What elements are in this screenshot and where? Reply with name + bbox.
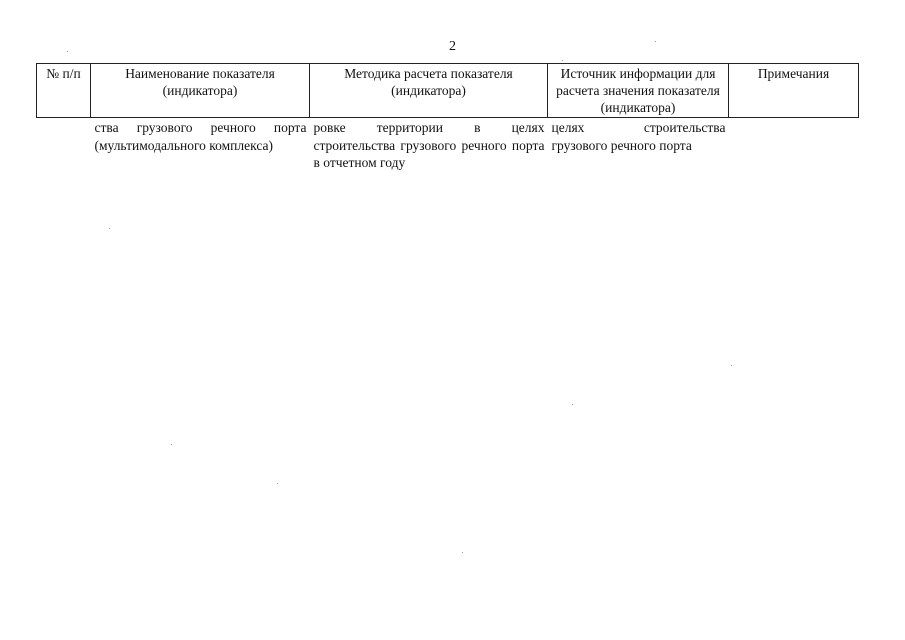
scan-speck xyxy=(67,51,68,52)
scan-speck xyxy=(655,41,656,42)
scan-speck xyxy=(731,365,732,366)
header-indicator-name: Наименование показателя (индикатора) xyxy=(91,64,310,118)
table-header-row xyxy=(37,64,859,118)
page-number: 2 xyxy=(449,39,456,54)
cell-number xyxy=(37,118,91,172)
scan-speck xyxy=(562,60,563,61)
cell-indicator-name: ства грузового речного порта (мультимодального комплекса) xyxy=(94,120,307,153)
header-number: № п/п xyxy=(37,64,91,118)
header-information-source: Источник информации для расчета значения показателя (индикатора) xyxy=(548,64,729,118)
table-row xyxy=(37,118,859,172)
scan-speck xyxy=(572,404,573,405)
cell-information-source: целях строительства грузового речного порта xyxy=(551,120,726,153)
scan-speck xyxy=(171,444,172,445)
cell-notes xyxy=(729,118,859,172)
scan-speck xyxy=(462,552,463,553)
scan-speck xyxy=(109,228,110,229)
cell-calculation-method: ровке территории в целях строительства грузового речного порта в отчетном году xyxy=(313,120,545,170)
header-calculation-method: Методика расчета показателя (индикатора) xyxy=(310,64,548,118)
header-notes: Примечания xyxy=(729,64,859,118)
indicator-table xyxy=(36,63,859,172)
scan-speck xyxy=(277,483,278,484)
